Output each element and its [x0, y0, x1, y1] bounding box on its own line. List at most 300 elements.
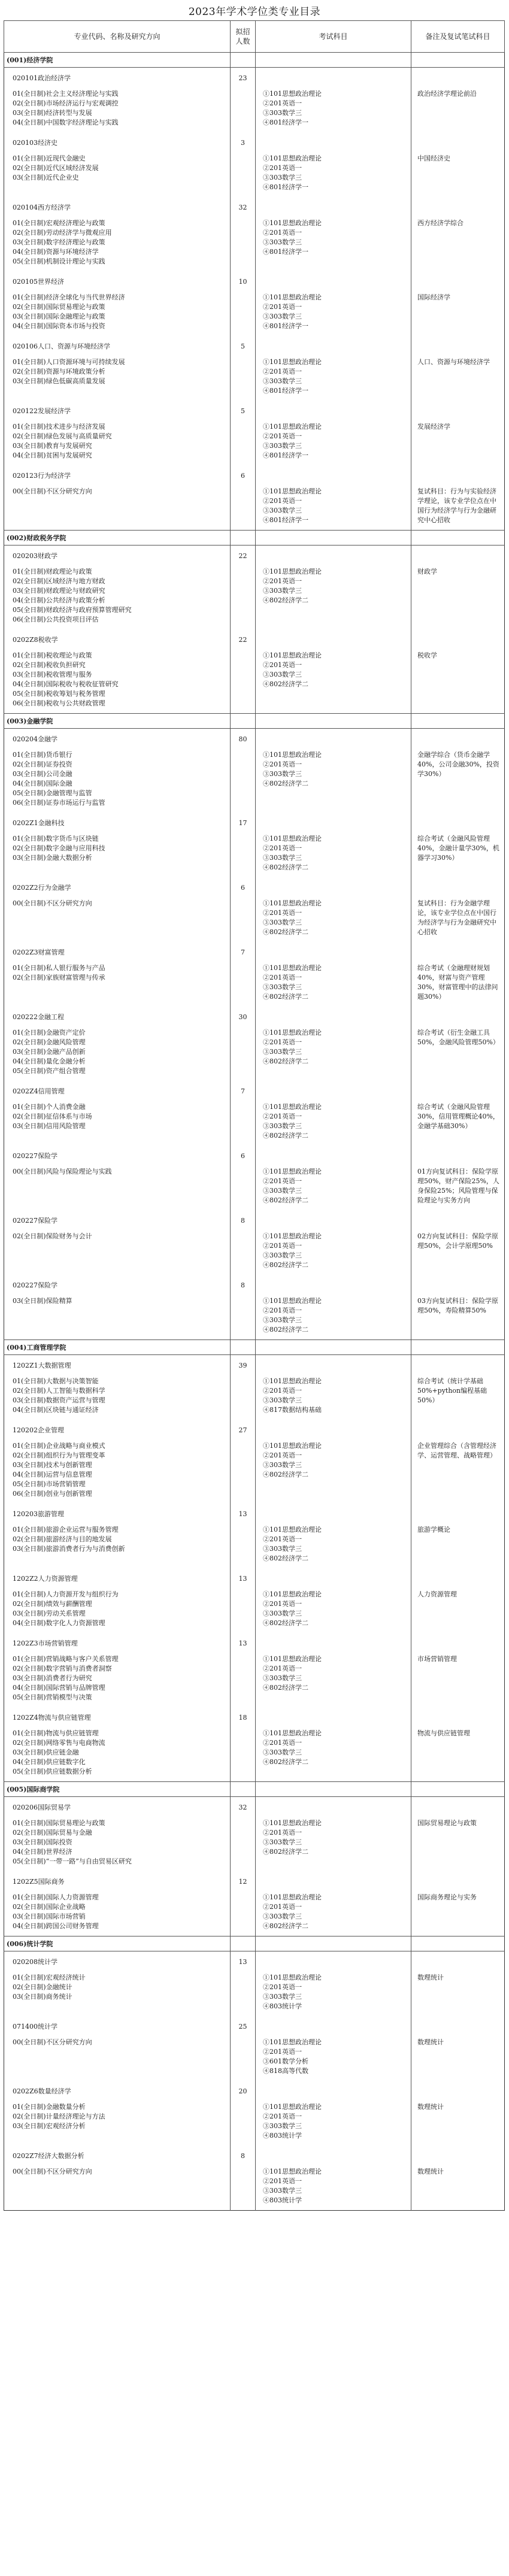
research-direction: 02(全日制)数字营销与消费者洞察 [13, 1665, 112, 1672]
exam-subject: ①101思想政治理论 [263, 293, 322, 301]
school-quota-cell [231, 531, 256, 545]
note-spacer [417, 819, 501, 828]
note-spacer [417, 1957, 501, 1967]
exam-spacer [263, 1574, 411, 1584]
exam-subject: ②201英语一 [263, 1600, 302, 1608]
major-row [4, 1145, 505, 1210]
quota-value: 6 [241, 472, 245, 480]
research-direction: 01(全日制)金融数量分析 [13, 2103, 86, 2111]
notes-cell [411, 1145, 505, 1210]
major-code: 0202Z3财富管理 [13, 948, 65, 956]
school-name: (003)金融学院 [4, 714, 231, 729]
school-name: (002)财政税务学院 [4, 531, 231, 545]
exam-spacer [263, 1639, 411, 1648]
quota-cell [231, 545, 256, 630]
research-direction: 02(全日制)旅游经济与目的地发展 [13, 1535, 112, 1543]
note-spacer [417, 1877, 501, 1887]
note-spacer [417, 2022, 501, 2032]
exams-cell [256, 942, 411, 1007]
exam-subject: ③303数学三 [263, 1610, 302, 1617]
school-name: (006)统计学院 [4, 1936, 231, 1951]
school-notes-cell [411, 531, 505, 545]
note-spacer [417, 2087, 501, 2096]
exam-subject: ②201英语一 [263, 1983, 302, 1991]
research-direction: 04(全日制)国际税收与税收征管研究 [13, 680, 119, 688]
research-direction: 02(全日制)数字金融与应用科技 [13, 844, 105, 852]
research-direction: 04(全日制)国际营销与品牌管理 [13, 1684, 105, 1692]
exam-subject: ①101思想政治理论 [263, 358, 322, 366]
exam-subject: ④801经济学一 [263, 119, 308, 126]
quota-value: 32 [238, 1804, 247, 1811]
major-row [4, 68, 505, 133]
research-direction: 01(全日制)经济全球化与当代世界经济 [13, 293, 125, 301]
exam-subject: ②201英语一 [263, 1739, 302, 1747]
exam-subject: ②201英语一 [263, 844, 302, 852]
major-cell [4, 132, 231, 197]
notes-cell [411, 1081, 505, 1145]
exams-cell [256, 1420, 411, 1504]
exam-subject: ③303数学三 [263, 919, 302, 926]
notes-cell [411, 2081, 505, 2145]
research-direction: 03(全日制)信用风险管理 [13, 1122, 86, 1130]
exam-subject: ①101思想政治理论 [263, 1526, 322, 1534]
major-code: 1202Z2人力资源管理 [13, 1575, 78, 1583]
major-cell [4, 813, 231, 877]
quota-cell [231, 336, 256, 401]
quota-value: 20 [238, 2087, 247, 2095]
major-row [4, 465, 505, 531]
exam-subject: ①101思想政治理论 [263, 1168, 322, 1175]
school-notes-cell [411, 1782, 505, 1797]
exam-subject: ①101思想政治理论 [263, 1377, 322, 1385]
exam-subject: ④801经济学一 [263, 516, 308, 524]
research-direction: 03(全日制)教育与发展研究 [13, 442, 92, 450]
note-text: 数理统计 [417, 1974, 444, 1981]
note-spacer [417, 1013, 501, 1022]
notes-cell [411, 2016, 505, 2081]
exam-subject: ①101思想政治理论 [263, 751, 322, 759]
research-direction: 03(全日制)消费者行为研究 [13, 1674, 92, 1682]
research-direction: 04(全日制)国际资本市场与投资 [13, 322, 105, 330]
quota-value: 32 [238, 204, 247, 211]
quota-value: 18 [238, 1714, 247, 1722]
quota-cell [231, 1633, 256, 1707]
major-row [4, 629, 505, 714]
exams-cell [256, 1355, 411, 1420]
exam-subject: ②201英语一 [263, 368, 302, 375]
exam-subject: ③303数学三 [263, 1187, 302, 1195]
major-row [4, 1633, 505, 1707]
exam-subject: ③303数学三 [263, 1396, 302, 1404]
major-row [4, 1210, 505, 1275]
school-name: (004)工商管理学院 [4, 1340, 231, 1355]
research-direction: 03(全日制)保险精算 [13, 1297, 72, 1305]
exam-subject: ①101思想政治理论 [263, 1442, 322, 1450]
exams-cell [256, 1951, 411, 2017]
note-text: 复试科目：行为与实验经济学理论，该专业学位点在中国行为经济学与行为金融研究中心招收 [417, 487, 496, 524]
major-cell [4, 197, 231, 271]
major-code: 020103经济史 [13, 139, 57, 147]
research-direction: 01(全日制)宏观经济理论与政策 [13, 219, 105, 227]
exam-subject: ③303数学三 [263, 1122, 302, 1130]
research-direction: 04(全日制)国际金融 [13, 780, 72, 787]
research-direction: 06(全日制)公共投资项目评估 [13, 616, 99, 623]
major-cell [4, 1707, 231, 1782]
research-direction: 01(全日制)私人银行服务与产品 [13, 964, 105, 972]
research-direction: 01(全日制)社会主义经济理论与实践 [13, 90, 119, 98]
research-direction: 01(全日制)财政理论与政策 [13, 568, 92, 575]
exam-subject: ②201英语一 [263, 661, 302, 669]
quota-value: 8 [241, 1217, 245, 1225]
quota-value: 3 [241, 139, 245, 147]
school-notes-cell [411, 53, 505, 68]
research-direction: 04(全日制)跨国公司财务管理 [13, 1922, 99, 1930]
exam-subject: ④802经济学二 [263, 596, 308, 604]
note-spacer [417, 1216, 501, 1226]
exam-subject: ①101思想政治理论 [263, 1819, 322, 1827]
research-direction: 02(全日制)国际企业战略 [13, 1903, 86, 1911]
research-direction: 01(全日制)宏观经济统计 [13, 1974, 86, 1981]
major-row [4, 877, 505, 942]
exam-spacer [263, 1957, 411, 1967]
quota-cell [231, 942, 256, 1007]
note-spacer [417, 883, 501, 893]
research-direction: 01(全日制)物流与供应链管理 [13, 1729, 99, 1737]
quota-value: 7 [241, 1087, 245, 1095]
exam-subject: ③303数学三 [263, 109, 302, 117]
exam-subject: ③303数学三 [263, 854, 302, 862]
notes-cell [411, 2145, 505, 2211]
quota-value: 80 [238, 735, 247, 743]
research-direction: 04(全日制)中国数字经济理论与实践 [13, 119, 119, 126]
exams-cell [256, 545, 411, 630]
research-direction: 03(全日制)数据资产运营与管理 [13, 1396, 105, 1404]
exams-cell [256, 2081, 411, 2145]
note-text: 旅游学概论 [417, 1526, 450, 1534]
exam-subject: ④802经济学二 [263, 1554, 308, 1562]
research-direction: 03(全日制)劳动关系管理 [13, 1610, 86, 1617]
exams-cell [256, 1504, 411, 1568]
notes-cell [411, 401, 505, 465]
quota-value: 13 [238, 1575, 247, 1583]
quota-cell [231, 1275, 256, 1340]
research-direction: 00(全日制)不区分研究方向 [13, 2038, 92, 2046]
major-row [4, 2145, 505, 2211]
research-direction: 02(全日制)国际贸易与金融 [13, 1829, 92, 1836]
school-row [4, 53, 505, 68]
exams-cell [256, 1797, 411, 1872]
major-code: 020104西方经济学 [13, 204, 71, 211]
exam-subject: ③303数学三 [263, 1838, 302, 1846]
header-quota: 拟招人数 [231, 21, 256, 53]
major-row [4, 197, 505, 271]
exams-cell [256, 813, 411, 877]
research-direction: 01(全日制)人口资源环境与可持续发展 [13, 358, 125, 366]
quota-cell [231, 729, 256, 813]
school-exams-cell [256, 1782, 411, 1797]
quota-cell [231, 2145, 256, 2211]
exam-subject: ①101思想政治理论 [263, 1029, 322, 1037]
note-spacer [417, 1510, 501, 1519]
notes-cell [411, 1210, 505, 1275]
note-spacer [417, 138, 501, 148]
exam-subject: ①101思想政治理论 [263, 835, 322, 842]
major-row [4, 813, 505, 877]
exam-subject: ③303数学三 [263, 671, 302, 678]
quota-value: 10 [238, 278, 247, 286]
major-cell [4, 729, 231, 813]
major-row [4, 729, 505, 813]
exam-subject: ④802经济学二 [263, 780, 308, 787]
research-direction: 06(全日制)创业与创新管理 [13, 1490, 92, 1498]
major-row [4, 1797, 505, 1872]
note-text: 物流与供应链管理 [417, 1729, 470, 1737]
quota-cell [231, 1145, 256, 1210]
exams-cell [256, 1210, 411, 1275]
exam-spacer [263, 1087, 411, 1096]
major-row [4, 271, 505, 336]
table-body [4, 53, 505, 2211]
school-exams-cell [256, 53, 411, 68]
quota-value: 39 [238, 1362, 247, 1369]
exam-subject: ②201英语一 [263, 760, 302, 768]
exam-subject: ④803统计学 [263, 2196, 302, 2204]
exam-subject: ③303数学三 [263, 1674, 302, 1682]
major-cell [4, 1007, 231, 1081]
table-header-row [4, 21, 505, 53]
exams-cell [256, 2145, 411, 2211]
note-spacer [417, 471, 501, 481]
research-direction: 06(全日制)证券市场运行与监管 [13, 799, 105, 807]
note-spacer [417, 1574, 501, 1584]
exam-subject: ①101思想政治理论 [263, 1232, 322, 1240]
research-direction: 03(全日制)商务统计 [13, 1993, 72, 2001]
major-row [4, 545, 505, 630]
quota-cell [231, 1081, 256, 1145]
research-direction: 05(全日制)财政经济与政府预算管理研究 [13, 606, 132, 614]
research-direction: 05(全日制)机制设计理论与实践 [13, 257, 105, 265]
quota-cell [231, 132, 256, 197]
header-notes: 备注及复试笔试科目 [411, 21, 505, 53]
exam-subject: ④802经济学二 [263, 1758, 308, 1766]
research-direction: 05(全日制)市场营销管理 [13, 1480, 86, 1488]
exams-cell [256, 877, 411, 942]
quota-value: 12 [238, 1878, 247, 1886]
note-spacer [417, 1639, 501, 1648]
quota-value: 25 [238, 2023, 247, 2031]
research-direction: 06(全日制)税收与公共财政管理 [13, 699, 105, 707]
note-spacer [417, 1087, 501, 1096]
exam-subject: ③303数学三 [263, 507, 302, 514]
research-direction: 01(全日制)个人消费金融 [13, 1103, 86, 1111]
quota-cell [231, 1568, 256, 1633]
notes-cell [411, 942, 505, 1007]
major-code: 120202企业管理 [13, 1426, 64, 1434]
exams-cell [256, 1145, 411, 1210]
exam-spacer [263, 1281, 411, 1290]
research-direction: 04(全日制)区块链与通证经济 [13, 1406, 99, 1414]
exam-subject: ①101思想政治理论 [263, 1974, 322, 1981]
note-text: 01方向复试科目：保险学原理50%，财产保险25%，人身保险25%；风险管理与保险理论与实务方向 [417, 1168, 499, 1204]
note-text: 金融学综合（货币金融学40%，公司金融30%，投资学30%） [417, 751, 499, 778]
quota-value: 7 [241, 948, 245, 956]
major-cell [4, 1420, 231, 1504]
note-text: 中国经济史 [417, 154, 450, 162]
research-direction: 03(全日制)国际金融理论与政策 [13, 313, 105, 320]
exam-subject: ④818高等代数 [263, 2067, 308, 2075]
research-direction: 02(全日制)区域经济与地方财政 [13, 577, 105, 585]
exam-subject: ③303数学三 [263, 174, 302, 181]
research-direction: 02(全日制)劳动经济学与微观应用 [13, 229, 112, 237]
note-spacer [417, 1361, 501, 1371]
research-direction: 03(全日制)供应链金融 [13, 1748, 79, 1756]
major-cell [4, 1145, 231, 1210]
notes-cell [411, 729, 505, 813]
quota-value: 5 [241, 407, 245, 415]
major-code: 020227保险学 [13, 1217, 57, 1225]
exams-cell [256, 729, 411, 813]
quota-value: 27 [238, 1426, 247, 1434]
note-text: 市场营销管理 [417, 1655, 457, 1663]
quota-cell [231, 813, 256, 877]
research-direction: 04(全日制)数字化人力资源管理 [13, 1619, 105, 1627]
notes-cell [411, 1420, 505, 1504]
research-direction: 02(全日制)保险财务与会计 [13, 1232, 92, 1240]
school-quota-cell [231, 53, 256, 68]
research-direction: 03(全日制)宏观经济分析 [13, 2122, 86, 2130]
school-row [4, 714, 505, 729]
exam-subject: ②201英语一 [263, 1829, 302, 1836]
exam-subject: ②201英语一 [263, 1242, 302, 1250]
research-direction: 03(全日制)国际投资 [13, 1838, 72, 1846]
quota-cell [231, 1420, 256, 1504]
note-spacer [417, 1803, 501, 1813]
exam-subject: ①101思想政治理论 [263, 90, 322, 98]
school-quota-cell [231, 1782, 256, 1797]
exam-subject: ①101思想政治理论 [263, 1103, 322, 1111]
exam-spacer [263, 1803, 411, 1813]
quota-value: 23 [238, 74, 247, 82]
exam-spacer [263, 74, 411, 83]
school-row [4, 1936, 505, 1951]
major-row [4, 1007, 505, 1081]
exams-cell [256, 629, 411, 714]
exam-subject: ④801经济学一 [263, 387, 308, 395]
exam-subject: ④802经济学二 [263, 928, 308, 936]
exam-subject: ①101思想政治理论 [263, 2168, 322, 2175]
quota-cell [231, 629, 256, 714]
exam-subject: ④802经济学二 [263, 863, 308, 871]
exams-cell [256, 401, 411, 465]
exams-cell [256, 1568, 411, 1633]
major-code: 0202Z6数量经济学 [13, 2087, 71, 2095]
exam-spacer [263, 138, 411, 148]
header-exams: 考试科目 [256, 21, 411, 53]
exam-subject: ④802经济学二 [263, 1261, 308, 1269]
note-text: 02方向复试科目：保险学原理50%，会计学原理50% [417, 1232, 498, 1250]
major-row [4, 1355, 505, 1420]
exam-subject: ②201英语一 [263, 229, 302, 237]
research-direction: 04(全日制)贫困与发展研究 [13, 451, 92, 459]
major-cell [4, 877, 231, 942]
notes-cell [411, 68, 505, 133]
major-cell [4, 1951, 231, 2017]
major-row [4, 1568, 505, 1633]
exam-subject: ①101思想政治理论 [263, 964, 322, 972]
research-direction: 02(全日制)绩效与薪酬管理 [13, 1600, 92, 1608]
research-direction: 04(全日制)世界经济 [13, 1848, 72, 1856]
major-cell [4, 1355, 231, 1420]
research-direction: 05(全日制)供应链数据分析 [13, 1768, 92, 1775]
exam-subject: ①101思想政治理论 [263, 1729, 322, 1737]
major-cell [4, 2081, 231, 2145]
exam-subject: ④802经济学二 [263, 1326, 308, 1334]
notes-cell [411, 1275, 505, 1340]
exam-spacer [263, 277, 411, 287]
exam-subject: ①101思想政治理论 [263, 423, 322, 431]
exam-subject: ③303数学三 [263, 983, 302, 991]
research-direction: 03(全日制)国际市场营销 [13, 1913, 86, 1920]
school-exams-cell [256, 1340, 411, 1355]
school-notes-cell [411, 1340, 505, 1355]
quota-cell [231, 68, 256, 133]
exam-subject: ④803统计学 [263, 2132, 302, 2139]
research-direction: 01(全日制)税收理论与政策 [13, 651, 92, 659]
school-notes-cell [411, 1936, 505, 1951]
major-code: 020204金融学 [13, 735, 57, 743]
exam-subject: ②201英语一 [263, 1113, 302, 1120]
note-spacer [417, 551, 501, 561]
quota-cell [231, 1504, 256, 1568]
quota-value: 22 [238, 552, 247, 560]
exam-subject: ③303数学三 [263, 2122, 302, 2130]
major-code: 020105世界经济 [13, 278, 64, 286]
notes-cell [411, 1568, 505, 1633]
note-spacer [417, 203, 501, 213]
quota-value: 13 [238, 1510, 247, 1518]
research-direction: 02(全日制)国际贸易理论与政策 [13, 303, 105, 311]
major-row [4, 1081, 505, 1145]
research-direction: 02(全日制)证券投资 [13, 760, 72, 768]
major-cell [4, 401, 231, 465]
research-direction: 03(全日制)金融产品创新 [13, 1048, 86, 1056]
exam-spacer [263, 819, 411, 828]
notes-cell [411, 1355, 505, 1420]
research-direction: 03(全日制)数字经济理论与政策 [13, 238, 105, 246]
exam-subject: ②201英语一 [263, 1387, 302, 1395]
research-direction: 00(全日制)不区分研究方向 [13, 487, 92, 495]
quota-cell [231, 1951, 256, 2017]
exams-cell [256, 68, 411, 133]
note-text: 企业管理综合（含管理经济学、运营管理、战略管理） [417, 1442, 496, 1459]
major-code: 020222金融工程 [13, 1013, 64, 1021]
note-text: 综合考试（衍生金融工具50%，金融风险管理50%） [417, 1029, 499, 1046]
note-text: 国际贸易理论与政策 [417, 1819, 477, 1827]
note-text: 综合考试（金融风险管理30%，信用管理概论40%，金融学基础30%） [417, 1103, 499, 1130]
major-code: 1202Z4物流与供应链管理 [13, 1714, 91, 1722]
exam-subject: ③303数学三 [263, 770, 302, 778]
major-code: 071400统计学 [13, 2023, 57, 2031]
research-direction: 04(全日制)公共经济与政策分析 [13, 596, 105, 604]
exam-subject: ②201英语一 [263, 1038, 302, 1046]
exam-subject: ③303数学三 [263, 587, 302, 595]
exams-cell [256, 132, 411, 197]
exams-cell [256, 271, 411, 336]
note-spacer [417, 1426, 501, 1435]
exam-subject: ③303数学三 [263, 442, 302, 450]
quota-value: 8 [241, 1281, 245, 1289]
quota-value: 13 [238, 1639, 247, 1647]
